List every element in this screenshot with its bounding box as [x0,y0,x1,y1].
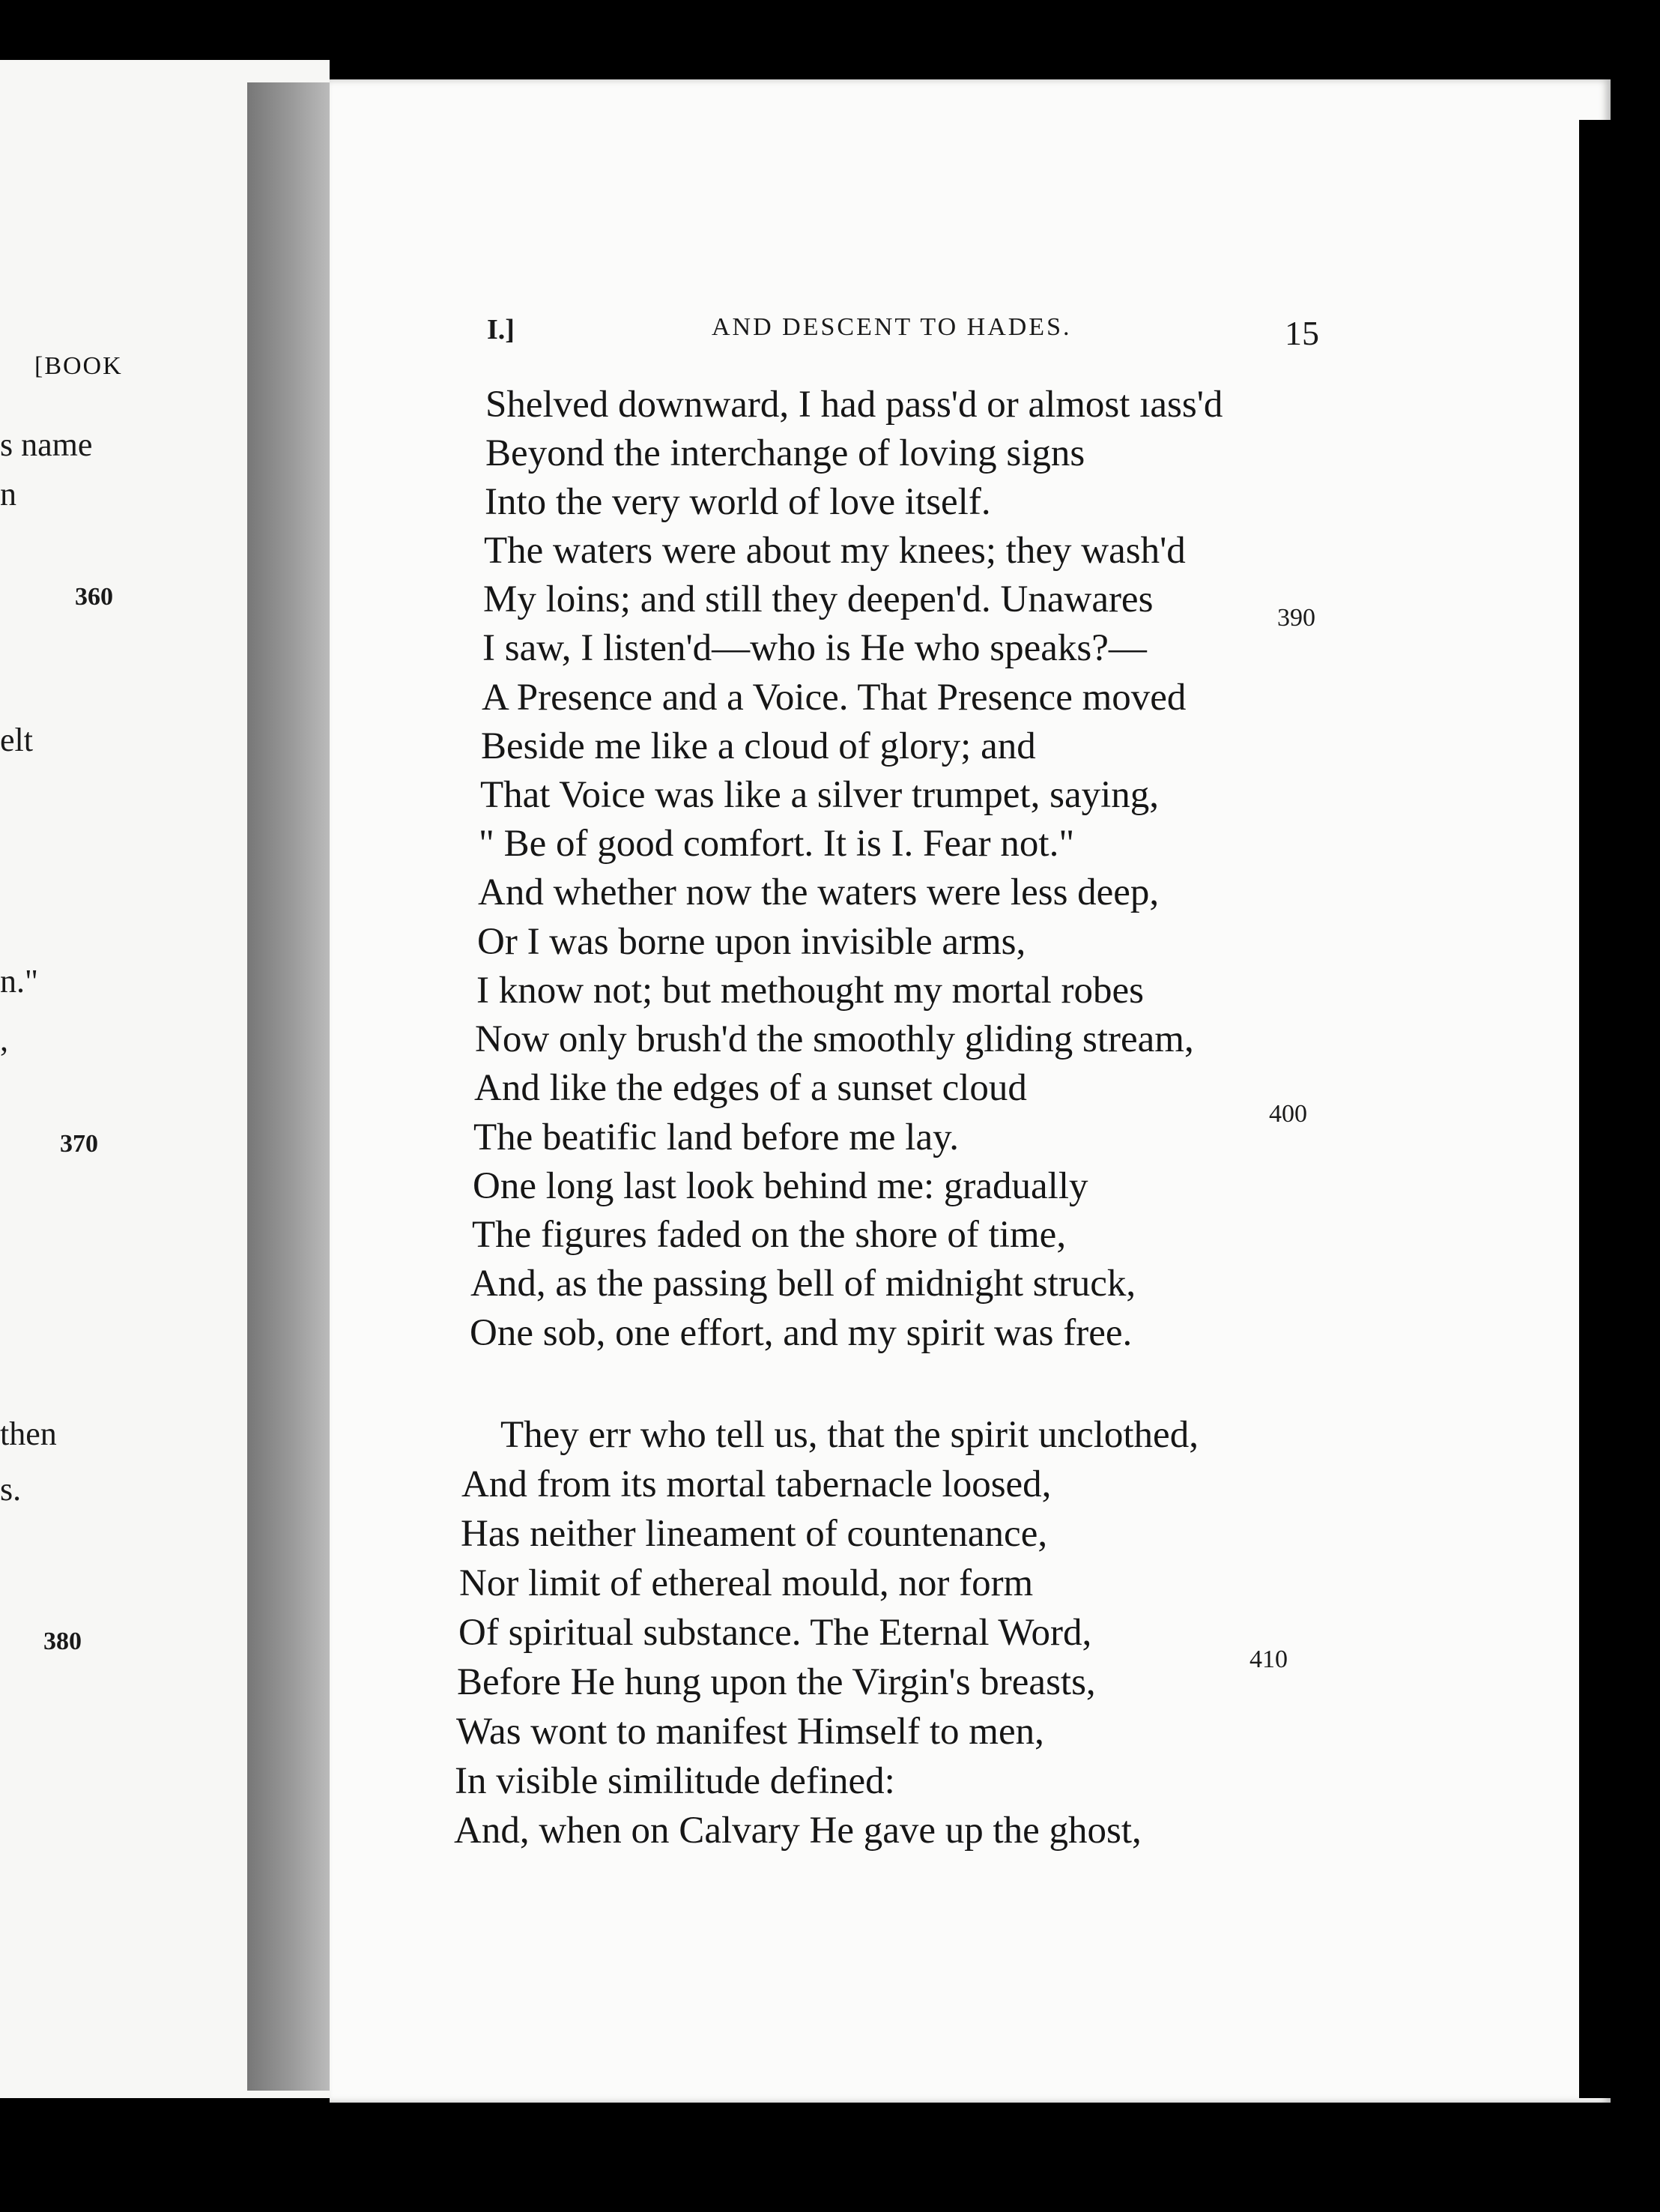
verse-line: And, as the passing bell of midnight struck, [470,1263,1136,1305]
header-title: AND DESCENT TO HADES. [712,313,1072,341]
line-number: 390 [1277,604,1315,632]
left-fragment: s. [0,1471,22,1508]
left-fragment: n." [0,963,38,1000]
verse-line: The waters were about my knees; they wash'd [484,530,1186,572]
verse-line: Beside me like a cloud of glory; and [481,725,1036,767]
verse-line: And whether now the waters were less deep, [478,871,1160,913]
verse-line: Or I was borne upon invisible arms, [477,921,1026,963]
verse-line: Was wont to manifest Himself to men, [456,1711,1044,1753]
verse-line: The beatific land before me lay. [473,1116,960,1158]
verse-line: The figures faded on the shore of time, [472,1214,1067,1256]
verse-line: " Be of good comfort. It is I. Fear not." [479,823,1075,865]
verse-line: One long last look behind me: gradually [473,1165,1088,1207]
verse-line: They err who tell us, that the spirit unclothed, [500,1414,1199,1456]
left-fragment: then [0,1415,57,1452]
verse-line: And like the edges of a sunset cloud [474,1067,1027,1109]
verse-line: I saw, I listen'd—who is He who speaks?— [482,627,1147,669]
verse-line: Now only brush'd the smoothly gliding stream, [475,1018,1194,1060]
left-line-number: 380 [43,1628,82,1655]
left-line-number: 360 [75,583,113,611]
verse-line: A Presence and a Voice. That Presence moved [482,677,1187,719]
verse-line: Has neither lineament of countenance, [461,1513,1048,1555]
header-section: I.] [487,314,515,345]
left-book-label: [BOOK [34,352,123,380]
line-number: 400 [1269,1100,1307,1128]
left-line-number: 370 [60,1130,98,1158]
left-fragment: elt [0,722,33,758]
line-number: 410 [1249,1646,1288,1673]
verse-line: That Voice was like a silver trumpet, saying, [480,774,1159,816]
verse-line: Beyond the interchange of loving signs [485,432,1085,474]
verse-line: Before He hung upon the Virgin's breasts, [457,1661,1096,1703]
left-fragment: n [0,476,16,513]
verse-line: I know not; but methought my mortal robes [476,970,1144,1012]
verse-line: Of spiritual substance. The Eternal Word, [458,1612,1092,1654]
verse-line: And, when on Calvary He gave up the ghost, [454,1810,1142,1852]
page-edge [1579,120,1611,2098]
left-fragment: s name [0,426,93,463]
page-number: 15 [1285,314,1319,352]
left-fragment: , [0,1021,8,1058]
verse-line: In visible similitude defined: [455,1760,895,1802]
verse-line: Into the very world of love itself. [485,481,991,523]
verse-line: Nor limit of ethereal mould, nor form [459,1562,1034,1604]
verse-line: One sob, one effort, and my spirit was free. [470,1312,1133,1354]
verse-line: My loins; and still they deepen'd. Unawares [483,578,1154,620]
verse-line: Shelved downward, I had pass'd or almost ıass'd [485,384,1223,426]
verse-line: And from its mortal tabernacle loosed, [461,1463,1052,1505]
